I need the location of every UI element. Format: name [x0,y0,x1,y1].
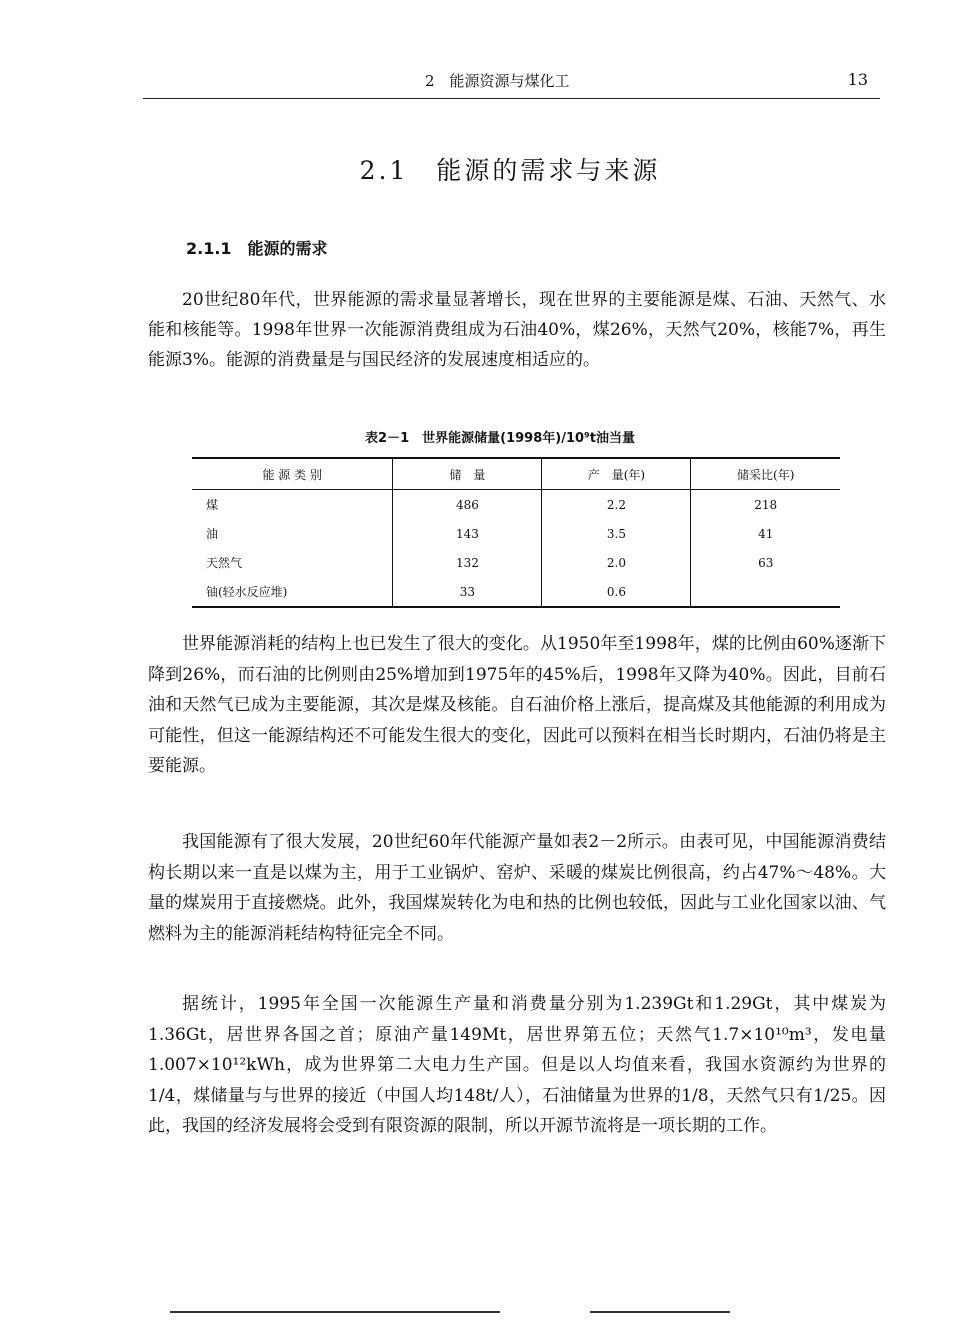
cell-reserves: 33 [393,577,542,607]
table-row [192,577,840,607]
table-header-row [192,458,840,490]
col-header-production: 产 量(年) [542,458,691,490]
table-caption: 表2－1 世界能源储量(1998年)/10⁹t油当量 [365,431,635,446]
cell-reserves: 486 [393,490,542,520]
cell-ratio [691,577,840,607]
energy-reserves-table [192,457,840,608]
chapter-title: 2 能源资源与煤化工 [425,72,570,90]
cell-energy-type: 油 [206,527,219,541]
col-header-reserves: 储 量 [393,458,542,490]
cell-energy-type: 煤 [206,498,219,512]
subsection-title: 2.1.1 能源的需求 [186,239,328,258]
cell-energy-type: 天然气 [206,556,243,570]
cell-energy-type: 铀(轻水反应堆) [192,577,393,607]
cell-ratio: 41 [691,519,840,548]
table-row [192,490,840,520]
footer-rule [170,1311,500,1313]
col-header-ratio: 储采比(年) [691,458,840,490]
table-row [192,519,840,548]
cell-ratio: 218 [691,490,840,520]
cell-ratio: 63 [691,548,840,577]
paragraph-2: 世界能源消耗的结构上也已发生了很大的变化。从1950年至1998年，煤的比例由60%逐渐下降到26%，而石油的比例则由25%增加到1975年的45%后，1998年又降为40%。因此，目前石油和天然气已成为主要能源，其次是煤及核能。自石油价格上涨后，提高煤及其他能源的利用成为可能性，但这一能源结构还不可能发生很大的变化，因此可以预料在相当长时期内，石油仍将是主要能源。 [148,634,886,776]
cell-production: 0.6 [542,577,691,607]
paragraph-4: 据统计，1995年全国一次能源生产量和消费量分别为1.239Gt和1.29Gt，其中煤炭为1.36Gt，居世界各国之首；原油产量149Mt，居世界第五位；天然气1.7×10¹⁰m³，发电量1.007×10¹²kWh，成为世界第二大电力生产国。但是以人均值来看，我国水资源约为世界的1/4，煤储量与与世界的接近（中国人均148t/人），石油储量为世界的1/8，天然气只有1/25。因此，我国的经济发展将会受到有限资源的限制，所以开源节流将是一项长期的工作。 [148,994,886,1136]
cell-reserves: 132 [393,548,542,577]
cell-reserves: 143 [393,519,542,548]
running-header [143,62,880,99]
footer-rule [590,1311,730,1313]
col-header-energy-type: 能 源 类 别 [192,458,393,490]
paragraph-3: 我国能源有了很大发展，20世纪60年代能源产量如表2－2所示。由表可见，中国能源消费结构长期以来一直是以煤为主，用于工业锅炉、窑炉、采暖的煤炭比例很高，约占47%～48%。大量的煤炭用于直接燃烧。此外，我国煤炭转化为电和热的比例也较低，因此与工业化国家以油、气燃料为主的能源消耗结构特征完全不同。 [148,832,886,944]
cell-production: 2.2 [542,490,691,520]
paragraph-1: 20世纪80年代，世界能源的需求量显著增长，现在世界的主要能源是煤、石油、天然气、水能和核能等。1998年世界一次能源消费组成为石油40%，煤26%，天然气20%，核能7%，再生能源3%。能源的消费量是与国民经济的发展速度相适应的。 [148,290,886,370]
cell-production: 3.5 [542,519,691,548]
section-title: 2.1 能源的需求与来源 [359,156,661,185]
page-number: 13 [847,70,868,89]
cell-production: 2.0 [542,548,691,577]
table-row [192,548,840,577]
